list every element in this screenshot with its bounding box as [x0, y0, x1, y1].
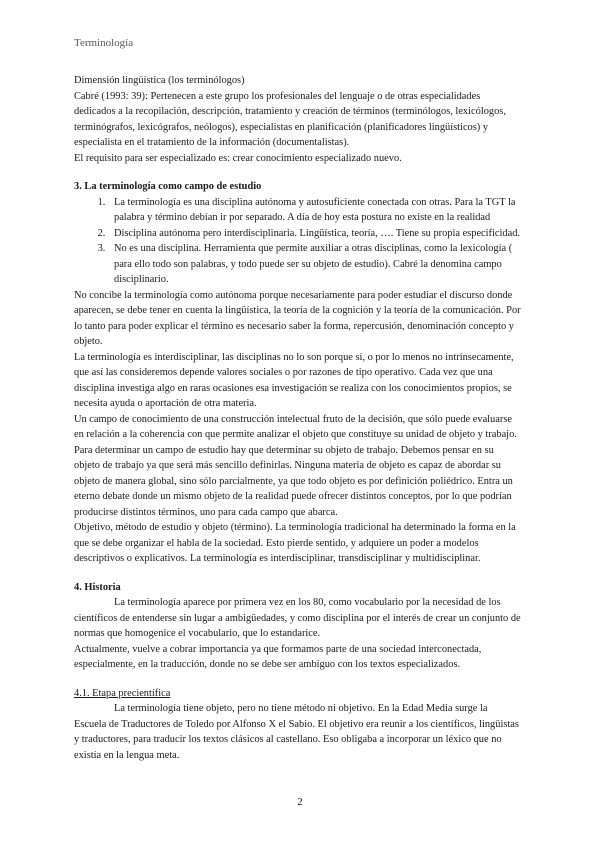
section-heading: 3. La terminología como campo de estudio: [74, 181, 262, 192]
page-number: 2: [297, 796, 303, 808]
paragraph: Dimensión lingüística (los terminólogos): [74, 75, 245, 86]
list-item: 3. No es una disciplina. Herramienta que permite auxiliar a otras disciplinas, como la lexicología ( para ello todo son palabras, y todo puede ser su objeto de estudio). Cabré la denomina campo disciplinario.: [108, 241, 522, 288]
paragraph: La terminología tiene objeto, pero no tiene método ni objetivo. En la Edad Media surge la Escuela de Traductores de Toledo por Alfonso X el Sabio. El objetivo era reunir a los científicos, lingüistas y traductores, para traducir los textos clásicos al castellano. Eso obligaba a incorporar un léxico que no existía en la lengua meta.: [74, 703, 519, 761]
running-header: Terminología: [74, 37, 134, 49]
paragraph: La terminología aparece por primera vez en los 80, como vocabulario por la necesidad de los científicos de entenderse sin lugar a ambigüedades, y como disciplina por el interés de crear un conjunto de normas que homogenice el vocabulario, que lo estandarice.: [74, 597, 521, 639]
section-heading: 4. Historia: [74, 581, 121, 593]
numbered-list: [74, 195, 522, 288]
paragraph: La terminología es interdisciplinar, las disciplinas no lo son porque sí, o por lo menos no intrínsecamente, que así las consideremos depende valores sociales o por razones de tipo operativo. Cada vez que una disciplina investiga algo en raras ocasiones esa investigación se realiza con los conocimientos propios, se necesita ayuda o aportación de otra materia.: [74, 351, 514, 409]
paragraph: Un campo de conocimiento de una construcción intelectual fruto de la decisión, que sólo puede evaluarse en relación a la coherencia con que permite analizar el objeto que constituye su unidad de objeto y trabajo. Para determinar un campo de estudio hay que determinar su objeto de trabajo. Debemos pensar en su objeto de trabajo ya que será más sencillo definirlas. Ninguna materia de objeto es capaz de abordar su objeto de manera global, sino sólo parcialmente, ya que todo objeto es por definición poliédrico. Entra un eterno debate donde un mismo objeto de la realidad puede ofrecer distintos conceptos, por lo que podrían producirse distintos términos, uno para cada campo que abarca.: [74, 413, 517, 518]
spacer: [74, 567, 522, 580]
subsection-heading: 4.1. Etapa precientífica: [74, 687, 171, 699]
paragraph: No concibe la terminología como autónoma porque necesariamente para poder estudiar el discurso donde aparecen, se debe tener en cuenta la lingüística, la teoría de la cognición y la teoría de la comunicación. Por lo tanto para poder explicar el término es necesario saber la forma, repercusión, denominación concepto y objeto.: [74, 289, 521, 347]
list-item: 2. Disciplina autónoma pero interdisciplinaria. Lingüística, teoría, …. Tiene su propia especificidad.: [108, 226, 522, 242]
document-body: [74, 73, 522, 763]
list-item: 1. La terminología es una disciplina autónoma y autosuficiente conectada con otras. Para la TGT la palabra y término debían ir por separado. A día de hoy esta postura no existe en la realidad: [108, 195, 522, 226]
paragraph: Objetivo, método de estudio y objeto (término). La terminología tradicional ha determinado la forma en la que se debe organizar el habla de la sociedad. Esto pierde sentido, y adquiere un poder a modelos descriptivos o explicativos. La terminología es interdisciplinar, transdisciplinar y multidisciplinar.: [74, 522, 516, 564]
spacer: [74, 166, 522, 179]
paragraph: El requisito para ser especializado es: crear conocimiento especializado nuevo.: [74, 152, 402, 164]
paragraph: Cabré (1993: 39): Pertenecen a este grupo los profesionales del lenguaje o de otras especialidades dedicados a la recopilación, descripción, tratamiento y creación de términos (terminólogos, lexicólogos, terminógrafos, lexicógrafos, neólogos), especialistas en planificación (planificadores lingüísticos) y especialista en el tratamiento de la información (documentalistas).: [74, 90, 506, 148]
paragraph: Actualmente, vuelve a cobrar importancia ya que formamos parte de una sociedad interconectada, especialmente, en la traducción, donde no se debe ser ambiguo con los textos especializados.: [74, 643, 482, 670]
spacer: [74, 673, 522, 686]
